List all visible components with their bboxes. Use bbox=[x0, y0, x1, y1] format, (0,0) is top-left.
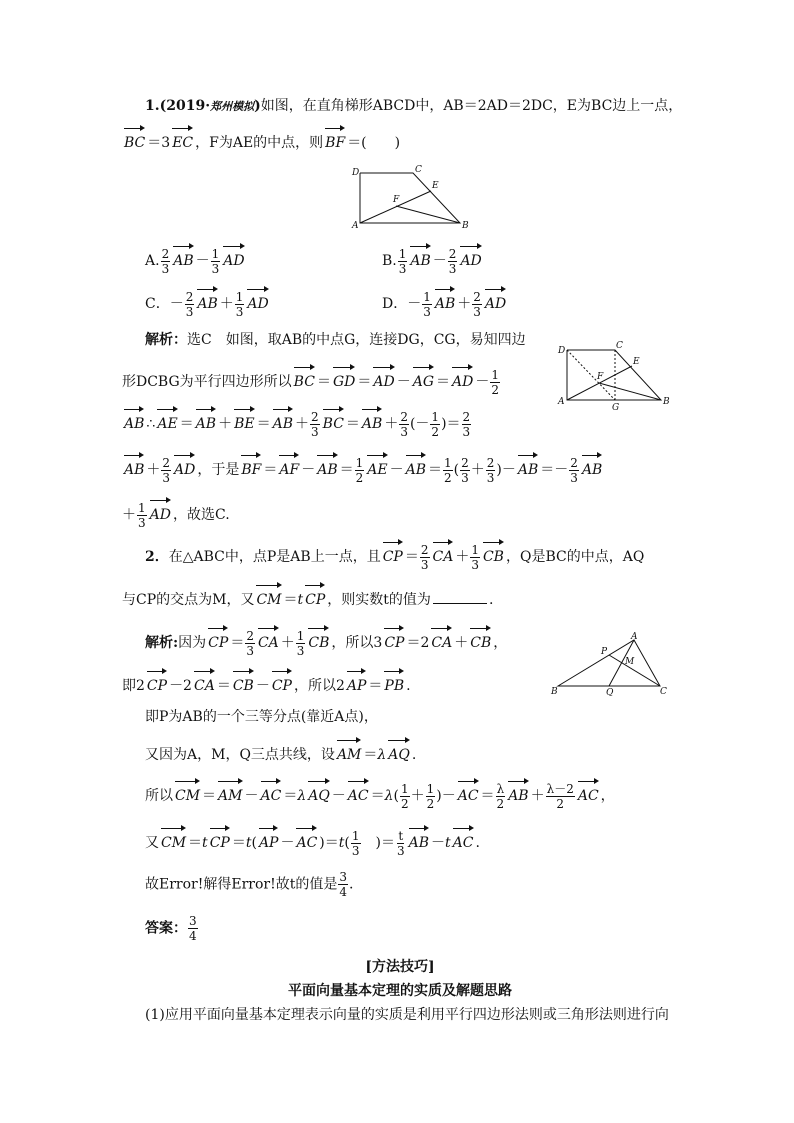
vector-symbol: AB bbox=[582, 453, 602, 480]
fraction: t bbox=[398, 828, 404, 843]
fraction: 2 bbox=[486, 455, 495, 470]
fraction: 1 bbox=[296, 628, 305, 643]
vector-symbol: AP bbox=[347, 669, 367, 696]
fraction: 3 bbox=[462, 424, 471, 439]
vector-symbol: AQ bbox=[388, 738, 410, 765]
fraction: 2 bbox=[491, 382, 499, 397]
fraction: 2 bbox=[448, 246, 457, 261]
fraction: 3 bbox=[423, 304, 431, 319]
vector-symbol: AC bbox=[261, 779, 282, 806]
vector-symbol: BC bbox=[294, 365, 315, 392]
fig2-label-e: E bbox=[633, 357, 640, 367]
fraction: 1 bbox=[491, 367, 499, 382]
vector-symbol: AM bbox=[337, 738, 361, 765]
fig2-label-c: C bbox=[616, 341, 623, 351]
fraction: 1 bbox=[235, 289, 244, 304]
vector-symbol: AD bbox=[247, 287, 268, 314]
fraction bbox=[490, 368, 500, 397]
vector-symbol: AD bbox=[373, 365, 394, 392]
q1-solution-line-4: AB ＋ $\frac{2}{3}$ AD ，于是 BF ＝ AF － AB ＝ $\frac{1}{2}$ AE － AB ＝ $\frac{1}{2}$ ( $\frac{2}{3}$ ＋ $\frac{2}{3}$ )－ AB ＝－ $\frac{2}{3}$ AB bbox=[122, 453, 678, 485]
fraction: 3 bbox=[161, 261, 170, 276]
vector-symbol: AC bbox=[348, 779, 369, 806]
fraction: 1 bbox=[444, 455, 452, 470]
fraction: 3 bbox=[396, 843, 405, 858]
fraction: 2 bbox=[311, 409, 319, 424]
fraction: 3 bbox=[296, 643, 305, 658]
vector-symbol: BC bbox=[124, 126, 145, 153]
vector-symbol: AQ bbox=[308, 779, 330, 806]
vector-symbol: AB bbox=[435, 287, 455, 314]
fraction: 1 bbox=[426, 781, 435, 796]
fig2-label-a: A bbox=[558, 397, 565, 407]
q1-stem-line-1: 1.(2019·郑州模拟)如图，在直角梯形ABCD中，AB＝2AD＝2DC，E为BC边上一点， bbox=[145, 98, 683, 114]
fraction: 1 bbox=[138, 500, 146, 515]
vector-symbol: AC bbox=[296, 826, 317, 853]
vector-symbol: AB bbox=[508, 779, 528, 806]
vector-symbol: AB bbox=[406, 453, 426, 480]
fraction: 2 bbox=[161, 246, 170, 261]
fraction bbox=[161, 456, 171, 485]
fraction bbox=[188, 914, 198, 943]
vector-symbol: AE bbox=[157, 407, 177, 434]
fig1-label-d: D bbox=[352, 168, 360, 178]
fraction: 1 bbox=[400, 781, 409, 796]
vector-symbol: AC bbox=[458, 779, 479, 806]
vector-symbol: CB bbox=[233, 669, 254, 696]
fraction bbox=[137, 501, 147, 530]
fraction: 2 bbox=[400, 796, 409, 811]
vector-symbol: AB bbox=[409, 826, 429, 853]
vector-symbol: AB bbox=[197, 287, 217, 314]
answer-line: 答案： $\frac{3}{4}$ bbox=[145, 914, 197, 943]
vector-symbol: CP bbox=[383, 540, 403, 567]
fraction: 3 bbox=[398, 261, 407, 276]
fraction bbox=[472, 290, 482, 319]
fraction: 3 bbox=[339, 870, 347, 884]
vector-symbol: CP bbox=[305, 583, 325, 610]
fig2-label-d: D bbox=[558, 346, 566, 356]
q1-solution-line-3: AB ∴ AE ＝ AB ＋ BE ＝ AB ＋ $\frac{2}{3}$ BC ＝ AB ＋ $\frac{2}{3}$ (－ $\frac{1}{2}$ )＝ $\frac{2}{3}$ bbox=[122, 407, 562, 439]
q1-solution-line-2: 形DCBG为平行四边形所以 BC ＝ GD ＝ AD － AG ＝ AD － $\frac{1}{2}$ bbox=[122, 365, 562, 397]
q2-solution-line-7: 故Error!解得Error!故t的值是 $\frac{3}{4}$ . bbox=[145, 870, 354, 899]
fraction: 3 bbox=[471, 557, 479, 572]
vector-symbol: AD bbox=[150, 498, 171, 525]
fraction: 1 bbox=[431, 409, 440, 424]
vector-symbol: CP bbox=[208, 626, 228, 653]
fraction: 2 bbox=[444, 470, 452, 485]
vector-symbol: AD bbox=[223, 244, 244, 271]
fraction bbox=[569, 456, 579, 485]
fraction bbox=[396, 829, 406, 858]
fraction: 3 bbox=[473, 304, 481, 319]
answer-blank[interactable] bbox=[433, 603, 487, 604]
vector-symbol: CB bbox=[308, 626, 329, 653]
fraction bbox=[235, 290, 245, 319]
fig2-label-b: B bbox=[663, 397, 670, 407]
fraction: 2 bbox=[162, 455, 171, 470]
vector-symbol: CA bbox=[194, 669, 215, 696]
fraction bbox=[351, 829, 361, 858]
fraction bbox=[310, 410, 320, 439]
fraction: 3 bbox=[570, 470, 578, 485]
vector-symbol: AB bbox=[196, 407, 216, 434]
fraction: 3 bbox=[420, 557, 429, 572]
fraction: 3 bbox=[486, 470, 495, 485]
fraction bbox=[448, 247, 458, 276]
fraction bbox=[296, 629, 306, 658]
fraction bbox=[470, 543, 480, 572]
q2-stem-line-1: 2．在△ABC中，点P是AB上一点，且 CP ＝ $\frac{2}{3}$ CA ＋ $\frac{1}{3}$ CB ，Q是BC的中点，AQ bbox=[145, 540, 701, 572]
fig2-label-g: G bbox=[612, 403, 620, 412]
fraction bbox=[462, 410, 472, 439]
q2-solution-line-6: 又 CM ＝t CP ＝t( AP － AC )＝t( $\frac{1}{3}$ )＝ $\frac{t}{3}$ AB －t AC . bbox=[145, 826, 701, 858]
fraction: 3 bbox=[162, 470, 171, 485]
vector-symbol: GD bbox=[333, 365, 355, 392]
vector-symbol: BC bbox=[323, 407, 344, 434]
fraction: 2 bbox=[426, 796, 435, 811]
fraction: 2 bbox=[431, 424, 440, 439]
fraction: 2 bbox=[400, 409, 408, 424]
fraction: 2 bbox=[556, 796, 565, 811]
fraction: 3 bbox=[246, 643, 254, 658]
vector-symbol: CA bbox=[433, 540, 454, 567]
fraction bbox=[443, 456, 453, 485]
fraction: 2 bbox=[570, 455, 578, 470]
vector-symbol: AM bbox=[218, 779, 242, 806]
fraction: 2 bbox=[185, 289, 194, 304]
fraction bbox=[338, 870, 348, 899]
fraction bbox=[422, 290, 432, 319]
q2-solution-line-1: 解析:因为 CP ＝ $\frac{2}{3}$ CA ＋ $\frac{1}{3}$ CB ，所以3 CP ＝2 CA ＋ CB ， bbox=[145, 626, 545, 658]
vector-symbol: AB bbox=[124, 407, 144, 434]
q1-solution-line-1: 解析：选C 如图，取AB的中点G，连接DG，CG，易知四边 bbox=[145, 332, 526, 348]
q1-stem-line-2: BC ＝3 EC ，F为AE的中点，则 BF ＝( ) bbox=[122, 126, 678, 153]
fraction: 3 bbox=[461, 470, 469, 485]
vector-symbol: CA bbox=[431, 626, 452, 653]
q2-solution-line-5: 所以 CM ＝ AM － AC ＝λ AQ － AC ＝λ( $\frac{1}{2}$ ＋ $\frac{1}{2}$ )－ AC ＝ $\frac{\lambda}{2}$ AB ＋ $\frac{\lambda-2}{2}$ AC ， bbox=[145, 779, 701, 811]
vector-symbol: CM bbox=[161, 826, 186, 853]
fraction bbox=[355, 456, 365, 485]
option-a: A. $\frac{2}{3}$ AB － $\frac{1}{3}$ AD bbox=[145, 244, 701, 276]
option-d: D．－ $\frac{1}{3}$ AB ＋ $\frac{2}{3}$ AD bbox=[382, 287, 682, 319]
fraction bbox=[399, 410, 409, 439]
vector-symbol: AB bbox=[124, 453, 144, 480]
fraction: 4 bbox=[189, 929, 197, 943]
vector-symbol: AE bbox=[367, 453, 387, 480]
fraction: 3 bbox=[235, 304, 244, 319]
vector-symbol: AB bbox=[362, 407, 382, 434]
fraction: 3 bbox=[185, 304, 194, 319]
option-b: B. $\frac{1}{3}$ AB － $\frac{2}{3}$ AD bbox=[382, 244, 682, 276]
vector-symbol: AB bbox=[410, 244, 430, 271]
vector-symbol: BF bbox=[325, 126, 345, 153]
fraction: 3 bbox=[400, 424, 408, 439]
vector-symbol: CB bbox=[470, 626, 491, 653]
method-paragraph-1: (1)应用平面向量基本定理表示向量的实质是利用平行四边形法则或三角形法则进行向 bbox=[145, 1007, 669, 1023]
fraction: 3 bbox=[189, 914, 197, 928]
vector-symbol: AD bbox=[452, 365, 473, 392]
fraction: λ－2 bbox=[546, 781, 574, 796]
vector-symbol: CP bbox=[384, 626, 404, 653]
vector-symbol: BF bbox=[241, 453, 261, 480]
figure-trapezoid-solution bbox=[553, 338, 675, 412]
fraction: 1 bbox=[211, 246, 220, 261]
vector-symbol: AB bbox=[273, 407, 293, 434]
vector-symbol: AF bbox=[279, 453, 299, 480]
fig3-label-p: P bbox=[601, 647, 608, 657]
fraction bbox=[486, 456, 496, 485]
vector-symbol: CP bbox=[210, 826, 230, 853]
vector-symbol: AG bbox=[413, 365, 434, 392]
fraction bbox=[400, 782, 410, 811]
fraction: 2 bbox=[461, 455, 469, 470]
fraction bbox=[430, 410, 440, 439]
fig2-label-f: F bbox=[597, 372, 604, 382]
q2-solution-line-3: 即P为AB的一个三等分点(靠近A点)， bbox=[145, 709, 378, 725]
vector-symbol: AC bbox=[578, 779, 599, 806]
q2-solution-line-4: 又因为A，M，Q三点共线，设 AM ＝λ AQ . bbox=[145, 738, 701, 765]
fraction: 3 bbox=[351, 843, 360, 858]
fraction: 2 bbox=[496, 796, 505, 811]
fraction: 3 bbox=[211, 261, 220, 276]
fraction: 1 bbox=[398, 246, 407, 261]
fraction: 1 bbox=[355, 455, 364, 470]
vector-symbol: EC bbox=[172, 126, 193, 153]
vector-symbol: CP bbox=[147, 669, 167, 696]
fig3-label-b: B bbox=[551, 687, 558, 696]
fraction bbox=[211, 247, 221, 276]
fraction: 1 bbox=[351, 828, 360, 843]
fraction: 1 bbox=[471, 542, 479, 557]
fraction: 1 bbox=[423, 289, 431, 304]
figure-trapezoid bbox=[346, 162, 476, 232]
vector-symbol: CM bbox=[175, 779, 200, 806]
fraction bbox=[398, 247, 408, 276]
vector-symbol: AB bbox=[317, 453, 337, 480]
vector-symbol: CB bbox=[483, 540, 504, 567]
vector-symbol: PB bbox=[384, 669, 404, 696]
fraction bbox=[426, 782, 436, 811]
method-subtitle: 平面向量基本定理的实质及解题思路 bbox=[288, 983, 512, 999]
vector-symbol: AD bbox=[485, 287, 506, 314]
vector-symbol: BE bbox=[234, 407, 255, 434]
fraction: 2 bbox=[246, 628, 254, 643]
vector-symbol: CA bbox=[258, 626, 279, 653]
fig3-label-q: Q bbox=[606, 688, 614, 696]
vector-symbol: AB bbox=[173, 244, 193, 271]
fraction: 2 bbox=[420, 542, 429, 557]
fig3-label-a: A bbox=[631, 632, 638, 642]
vector-symbol: AB bbox=[518, 453, 538, 480]
fraction: 3 bbox=[448, 261, 457, 276]
fig3-label-m: M bbox=[625, 657, 635, 667]
fig1-label-f: F bbox=[393, 195, 400, 205]
fraction bbox=[185, 290, 195, 319]
fig1-label-e: E bbox=[432, 181, 439, 191]
fraction: 4 bbox=[339, 885, 347, 899]
fig1-label-a: A bbox=[352, 221, 359, 231]
vector-symbol: CP bbox=[272, 669, 292, 696]
vector-symbol: AD bbox=[460, 244, 481, 271]
q2-stem-line-2: 与CP的交点为M，又 CM ＝t CP ，则实数t的值为 . bbox=[122, 583, 678, 610]
vector-symbol: AD bbox=[174, 453, 195, 480]
q1-solution-line-5: ＋ $\frac{1}{3}$ AD ，故选C. bbox=[122, 498, 678, 530]
fraction bbox=[420, 543, 430, 572]
option-c: C．－ $\frac{2}{3}$ AB ＋ $\frac{1}{3}$ AD bbox=[145, 287, 701, 319]
fraction bbox=[245, 629, 255, 658]
vector-symbol: AP bbox=[259, 826, 279, 853]
fraction: 3 bbox=[138, 515, 146, 530]
fraction bbox=[161, 247, 171, 276]
fig3-label-c: C bbox=[660, 687, 667, 696]
fraction: 2 bbox=[355, 470, 364, 485]
fraction bbox=[496, 782, 506, 811]
vector-symbol: AC bbox=[453, 826, 474, 853]
vector-symbol: CM bbox=[256, 583, 281, 610]
fraction: 3 bbox=[311, 424, 319, 439]
fraction: λ bbox=[496, 781, 505, 796]
fraction bbox=[546, 782, 575, 811]
fig1-label-b: B bbox=[462, 221, 469, 231]
fraction bbox=[460, 456, 470, 485]
q2-solution-line-2: 即2 CP －2 CA ＝ CB － CP ，所以2 AP ＝ PB . bbox=[122, 669, 542, 696]
figure-triangle bbox=[548, 630, 678, 696]
fraction: 2 bbox=[462, 409, 471, 424]
fraction: 2 bbox=[473, 289, 481, 304]
method-title: [方法技巧] bbox=[365, 959, 435, 975]
fig1-label-c: C bbox=[415, 165, 422, 175]
